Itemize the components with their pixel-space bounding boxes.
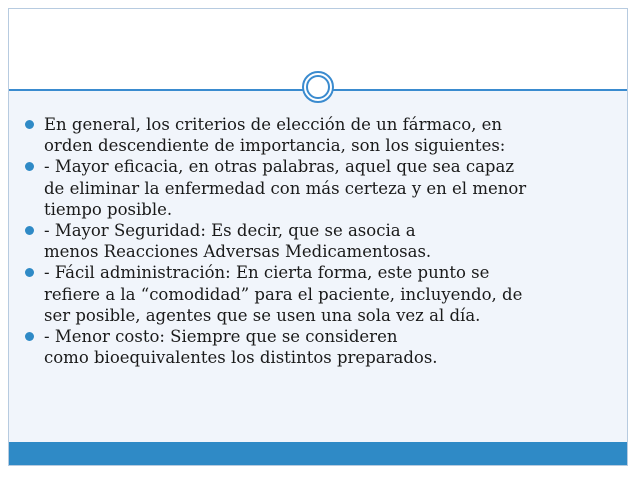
- bullet-item-efficacy: [22, 156, 612, 220]
- bullet-item-cost: [22, 326, 612, 368]
- bullet-text-line: menos Reacciones Adversas Medicamentosas.: [44, 242, 432, 262]
- bullet-dot-icon: [25, 120, 34, 129]
- bullet-text-line: como bioequivalentes los distintos preparados.: [44, 348, 438, 368]
- bullet-list: [22, 114, 612, 368]
- bullet-text-line: - Fácil administración: En cierta forma, este punto se: [44, 263, 490, 283]
- bullet-text-line: - Mayor Seguridad: Es decir, que se asocia a: [44, 221, 416, 241]
- divider-inner-ring-icon: [306, 75, 330, 99]
- bullet-dot-icon: [25, 226, 34, 235]
- bullet-text-line: ser posible, agentes que se usen una sola vez al día.: [44, 305, 481, 325]
- bullet-text-line: refiere a la “comodidad” para el paciente, incluyendo, de: [44, 284, 523, 304]
- bullet-dot-icon: [25, 268, 34, 277]
- footer-bar: [9, 442, 627, 465]
- bullet-item-criteria: [22, 114, 612, 156]
- bullet-item-safety: [22, 220, 612, 262]
- bullet-text-line: - Mayor eficacia, en otras palabras, aquel que sea capaz: [44, 157, 515, 177]
- bullet-text-line: orden descendiente de importancia, son los siguientes:: [44, 136, 506, 156]
- bullet-text-line: En general, los criterios de elección de un fármaco, en: [44, 115, 503, 134]
- bullet-text-line: - Menor costo: Siempre que se consideren: [44, 327, 398, 347]
- bullet-text-line: tiempo posible.: [44, 199, 173, 219]
- bullet-text-line: de eliminar la enfermedad con más certeza y en el menor: [44, 178, 527, 198]
- bullet-dot-icon: [25, 332, 34, 341]
- bullet-dot-icon: [25, 162, 34, 171]
- bullet-item-administration: [22, 262, 612, 326]
